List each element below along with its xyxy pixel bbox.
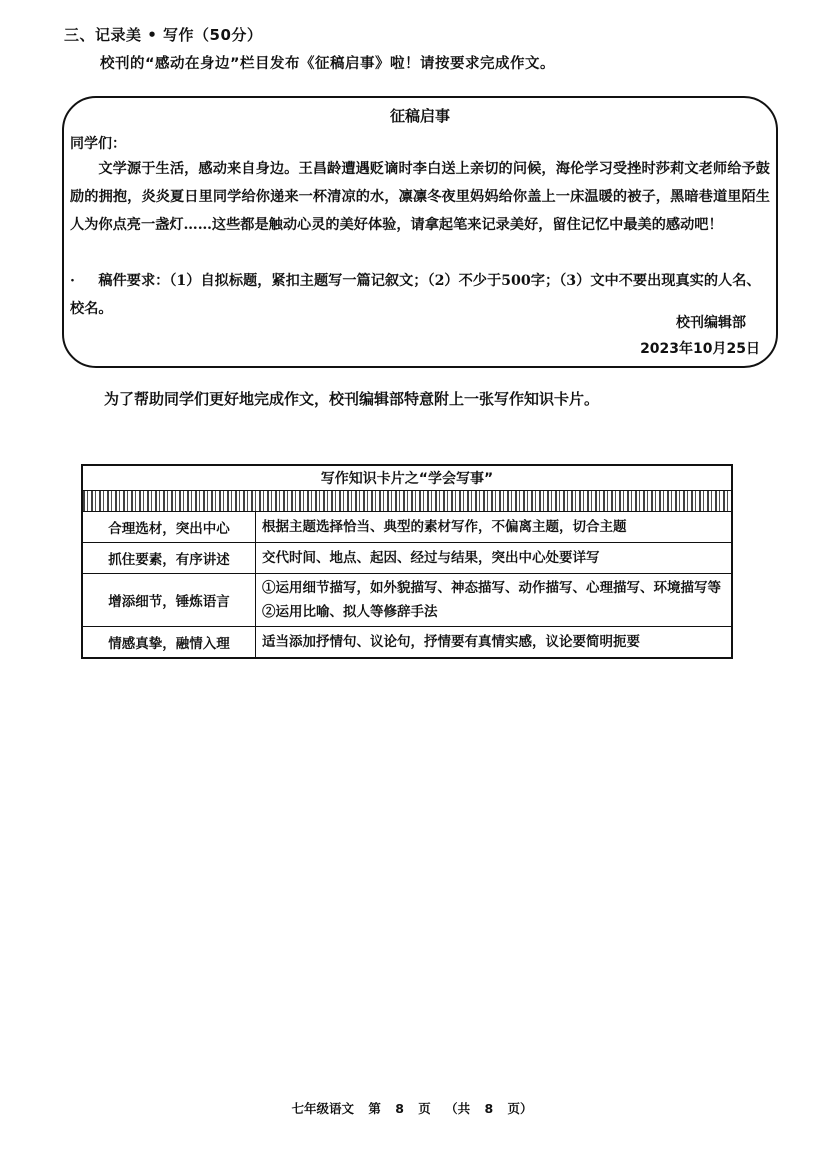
notice-box bbox=[62, 96, 778, 368]
page-footer bbox=[0, 1099, 824, 1117]
notice-greeting: 同学们： bbox=[70, 136, 126, 152]
footer-page: 第 8 页 bbox=[368, 1101, 431, 1116]
table-row bbox=[82, 627, 732, 659]
notice-requirements: 稿件要求：（1）自拟标题，紧扣主题写一篇记叙文；（2）不少于500字；（3）文中不要出现真实的人名、校名。 bbox=[70, 273, 761, 317]
notice-body: 文学源于生活，感动来自身边。王昌龄遭遇贬谪时李白送上亲切的问候，海伦学习受挫时莎莉文老师给予鼓励的拥抱，炎炎夏日里同学给你递来一杯清凉的水，凛凛冬夜里妈妈给你盖上一床温暖的被子，黑暗巷道里陌生人为你点亮一盏灯……这些都是触动心灵的美好体验，请拿起笔来记录美好，留住记忆中最美的感动吧！ bbox=[70, 161, 770, 233]
bullet-mark: · bbox=[70, 273, 75, 289]
scan-noise-row bbox=[82, 491, 732, 512]
card-row-label: 增添细节，锤炼语言 bbox=[82, 574, 256, 627]
writing-knowledge-card bbox=[81, 464, 733, 659]
table-row bbox=[82, 543, 732, 574]
card-row-content: 适当添加抒情句、议论句，抒情要有真情实感，议论要简明扼要 bbox=[256, 627, 733, 659]
footer-total: （共 8 页） bbox=[445, 1101, 533, 1116]
table-row bbox=[82, 512, 732, 543]
card-title: 写作知识卡片之“学会写事” bbox=[82, 465, 732, 491]
notice-date: 2023年10月25日 bbox=[640, 341, 760, 357]
notice-title: 征稿启事 bbox=[389, 107, 450, 125]
helper-text: 为了帮助同学们更好地完成作文，校刊编辑部特意附上一张写作知识卡片。 bbox=[104, 390, 600, 408]
section-title: 三、记录美 • 写作（50分） bbox=[64, 26, 263, 44]
card-row-content: 根据主题选择恰当、典型的素材写作，不偏离主题，切合主题 bbox=[256, 512, 733, 543]
footer-subject: 七年级语文 bbox=[291, 1101, 354, 1116]
section-intro: 校刊的“感动在身边”栏目发布《征稿启事》啦！请按要求完成作文。 bbox=[100, 56, 556, 72]
card-row-label: 情感真挚，融情入理 bbox=[82, 627, 256, 659]
table-row bbox=[82, 574, 732, 627]
card-row-content: 交代时间、地点、起因、经过与结果，突出中心处要详写 bbox=[256, 543, 733, 574]
notice-requirements-line bbox=[70, 267, 770, 323]
card-row-content-1: ①运用细节描写，如外貌描写、神态描写、动作描写、心理描写、环境描写等 bbox=[262, 580, 721, 596]
card-row-content-2: ②运用比喻、拟人等修辞手法 bbox=[262, 604, 438, 620]
card-row-label: 合理选材，突出中心 bbox=[82, 512, 256, 543]
notice-department: 校刊编辑部 bbox=[676, 315, 746, 331]
card-row-label: 抓住要素，有序讲述 bbox=[82, 543, 256, 574]
card-row-content bbox=[256, 574, 733, 627]
